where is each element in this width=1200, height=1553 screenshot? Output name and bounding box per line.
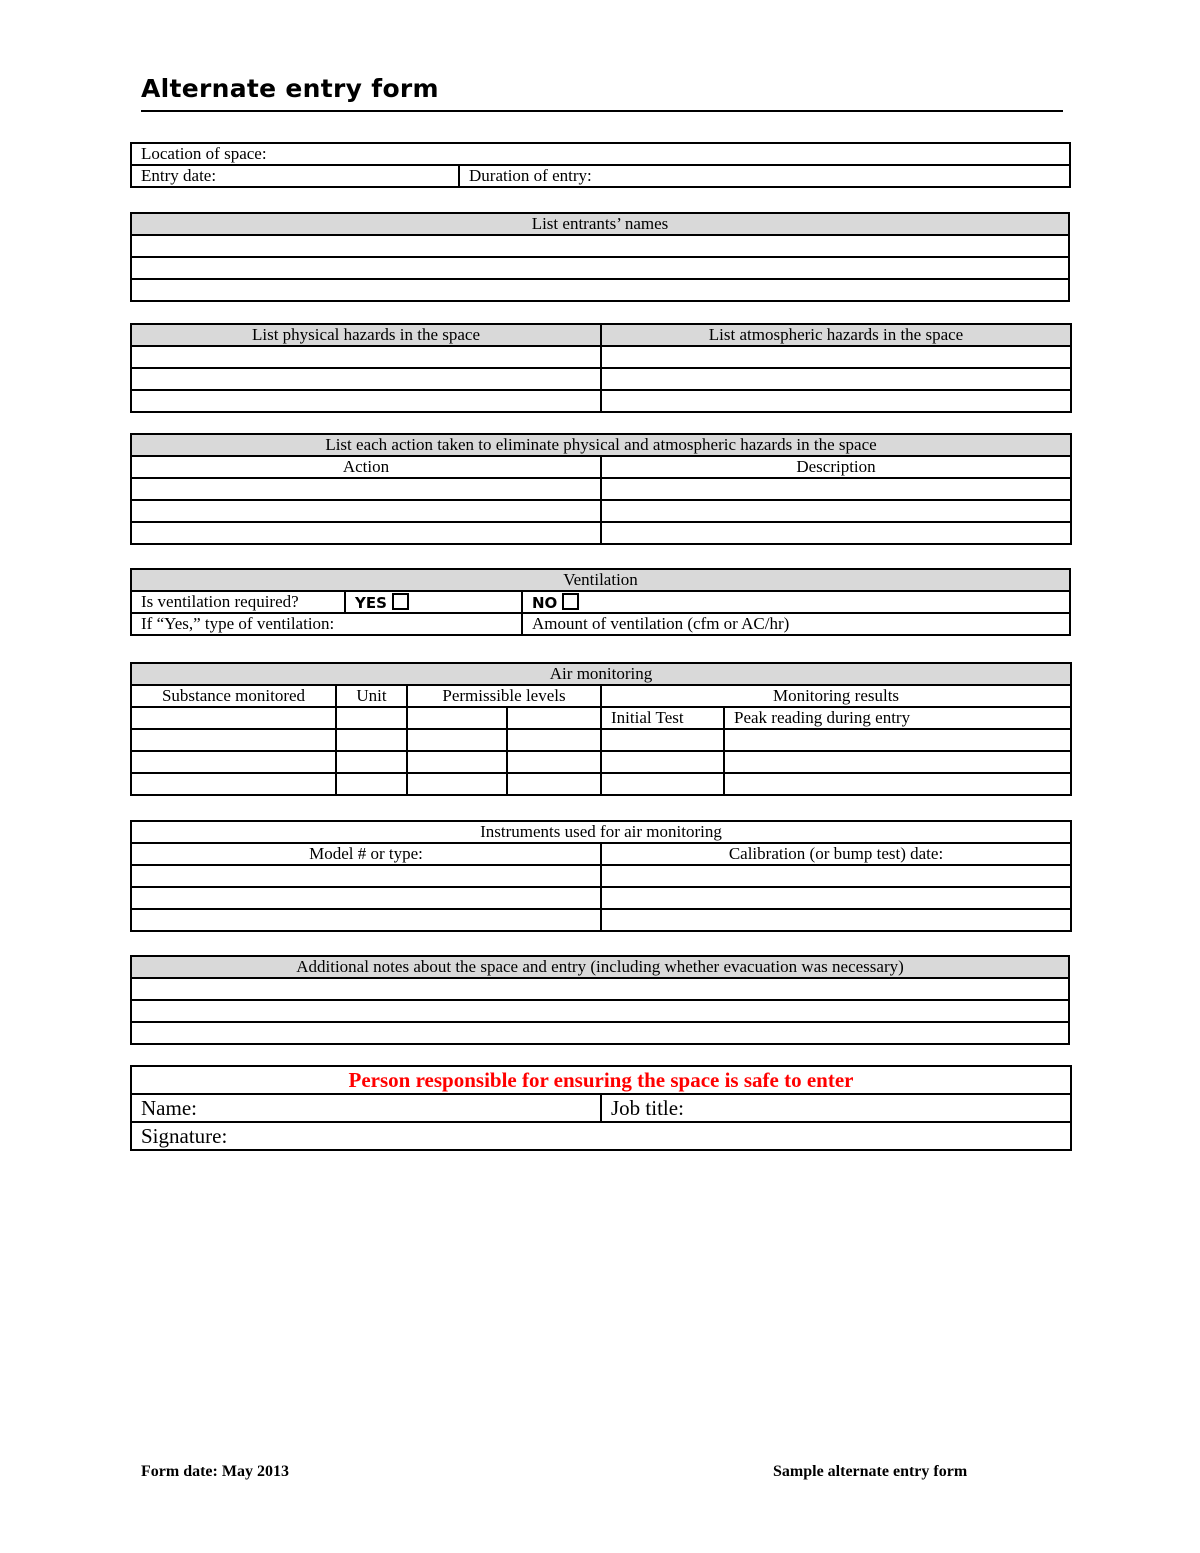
ventilation-amount-field[interactable]: Amount of ventilation (cfm or AC/hr) <box>522 613 1070 635</box>
results-column-header: Monitoring results <box>601 685 1071 707</box>
atmospheric-hazard-cell[interactable] <box>601 390 1071 412</box>
description-cell[interactable] <box>601 522 1071 544</box>
entrant-row[interactable] <box>131 235 1069 257</box>
entry-date-field[interactable]: Entry date: <box>131 165 459 187</box>
model-column-header: Model # or type: <box>131 843 601 865</box>
name-field[interactable]: Name: <box>131 1094 601 1122</box>
action-cell[interactable] <box>131 478 601 500</box>
monitoring-cell[interactable] <box>131 729 336 751</box>
calibration-date-cell[interactable] <box>601 887 1071 909</box>
physical-hazard-cell[interactable] <box>131 390 601 412</box>
page-title: Alternate entry form <box>141 74 439 103</box>
description-column-header: Description <box>601 456 1071 478</box>
monitoring-cell[interactable] <box>601 751 724 773</box>
responsible-table <box>130 1065 1072 1151</box>
instruments-table <box>130 820 1072 932</box>
monitoring-cell[interactable] <box>507 707 601 729</box>
yes-option[interactable] <box>345 591 522 613</box>
ventilation-table <box>130 568 1071 636</box>
monitoring-cell[interactable] <box>601 773 724 795</box>
actions-header: List each action taken to eliminate physical and atmospheric hazards in the space <box>131 434 1071 456</box>
entrant-row[interactable] <box>131 279 1069 301</box>
no-checkbox[interactable] <box>562 593 579 610</box>
monitoring-cell[interactable] <box>507 751 601 773</box>
physical-hazards-header: List physical hazards in the space <box>131 324 601 346</box>
action-column-header: Action <box>131 456 601 478</box>
monitoring-cell[interactable] <box>507 729 601 751</box>
signature-field[interactable]: Signature: <box>131 1122 1071 1150</box>
notes-table <box>130 955 1070 1045</box>
monitoring-cell[interactable] <box>131 707 336 729</box>
action-cell[interactable] <box>131 522 601 544</box>
no-label: NO <box>532 593 558 612</box>
action-cell[interactable] <box>131 500 601 522</box>
yes-checkbox[interactable] <box>392 593 409 610</box>
atmospheric-hazards-header: List atmospheric hazards in the space <box>601 324 1071 346</box>
initial-test-header: Initial Test <box>601 707 724 729</box>
instruments-header: Instruments used for air monitoring <box>131 821 1071 843</box>
physical-hazard-cell[interactable] <box>131 346 601 368</box>
monitoring-cell[interactable] <box>601 729 724 751</box>
job-title-field[interactable]: Job title: <box>601 1094 1071 1122</box>
entrant-row[interactable] <box>131 257 1069 279</box>
actions-table <box>130 433 1072 545</box>
air-monitoring-table <box>130 662 1072 796</box>
duration-field[interactable]: Duration of entry: <box>459 165 1070 187</box>
peak-reading-header: Peak reading during entry <box>724 707 1071 729</box>
location-table <box>130 142 1071 188</box>
ventilation-header: Ventilation <box>131 569 1070 591</box>
substance-column-header: Substance monitored <box>131 685 336 707</box>
monitoring-cell[interactable] <box>131 751 336 773</box>
permissible-column-header: Permissible levels <box>407 685 601 707</box>
hazards-table <box>130 323 1072 413</box>
yes-label: YES <box>355 593 387 612</box>
instrument-model-cell[interactable] <box>131 887 601 909</box>
instrument-model-cell[interactable] <box>131 865 601 887</box>
monitoring-cell[interactable] <box>336 707 407 729</box>
ventilation-type-field[interactable]: If “Yes,” type of ventilation: <box>131 613 522 635</box>
monitoring-cell[interactable] <box>407 707 507 729</box>
atmospheric-hazard-cell[interactable] <box>601 368 1071 390</box>
description-cell[interactable] <box>601 478 1071 500</box>
entrants-header: List entrants’ names <box>131 213 1069 235</box>
footer-form-name: Sample alternate entry form <box>773 1463 968 1480</box>
monitoring-cell[interactable] <box>336 729 407 751</box>
entrants-table <box>130 212 1070 302</box>
no-option[interactable] <box>522 591 1070 613</box>
monitoring-cell[interactable] <box>336 751 407 773</box>
calibration-date-cell[interactable] <box>601 909 1071 931</box>
notes-row[interactable] <box>131 978 1069 1000</box>
air-monitoring-header: Air monitoring <box>131 663 1071 685</box>
notes-header: Additional notes about the space and entry (including whether evacuation was necessary) <box>131 956 1069 978</box>
monitoring-cell[interactable] <box>131 773 336 795</box>
footer-form-date: Form date: May 2013 <box>141 1463 289 1480</box>
monitoring-cell[interactable] <box>724 773 1071 795</box>
notes-row[interactable] <box>131 1000 1069 1022</box>
monitoring-cell[interactable] <box>724 729 1071 751</box>
calibration-date-cell[interactable] <box>601 865 1071 887</box>
instrument-model-cell[interactable] <box>131 909 601 931</box>
title-divider <box>141 110 1063 112</box>
description-cell[interactable] <box>601 500 1071 522</box>
monitoring-cell[interactable] <box>336 773 407 795</box>
atmospheric-hazard-cell[interactable] <box>601 346 1071 368</box>
unit-column-header: Unit <box>336 685 407 707</box>
monitoring-cell[interactable] <box>724 751 1071 773</box>
responsible-header: Person responsible for ensuring the space is safe to enter <box>131 1066 1071 1094</box>
physical-hazard-cell[interactable] <box>131 368 601 390</box>
monitoring-cell[interactable] <box>407 773 507 795</box>
ventilation-question: Is ventilation required? <box>131 591 345 613</box>
calibration-column-header: Calibration (or bump test) date: <box>601 843 1071 865</box>
location-field[interactable]: Location of space: <box>131 143 1070 165</box>
monitoring-cell[interactable] <box>507 773 601 795</box>
monitoring-cell[interactable] <box>407 729 507 751</box>
notes-row[interactable] <box>131 1022 1069 1044</box>
monitoring-cell[interactable] <box>407 751 507 773</box>
